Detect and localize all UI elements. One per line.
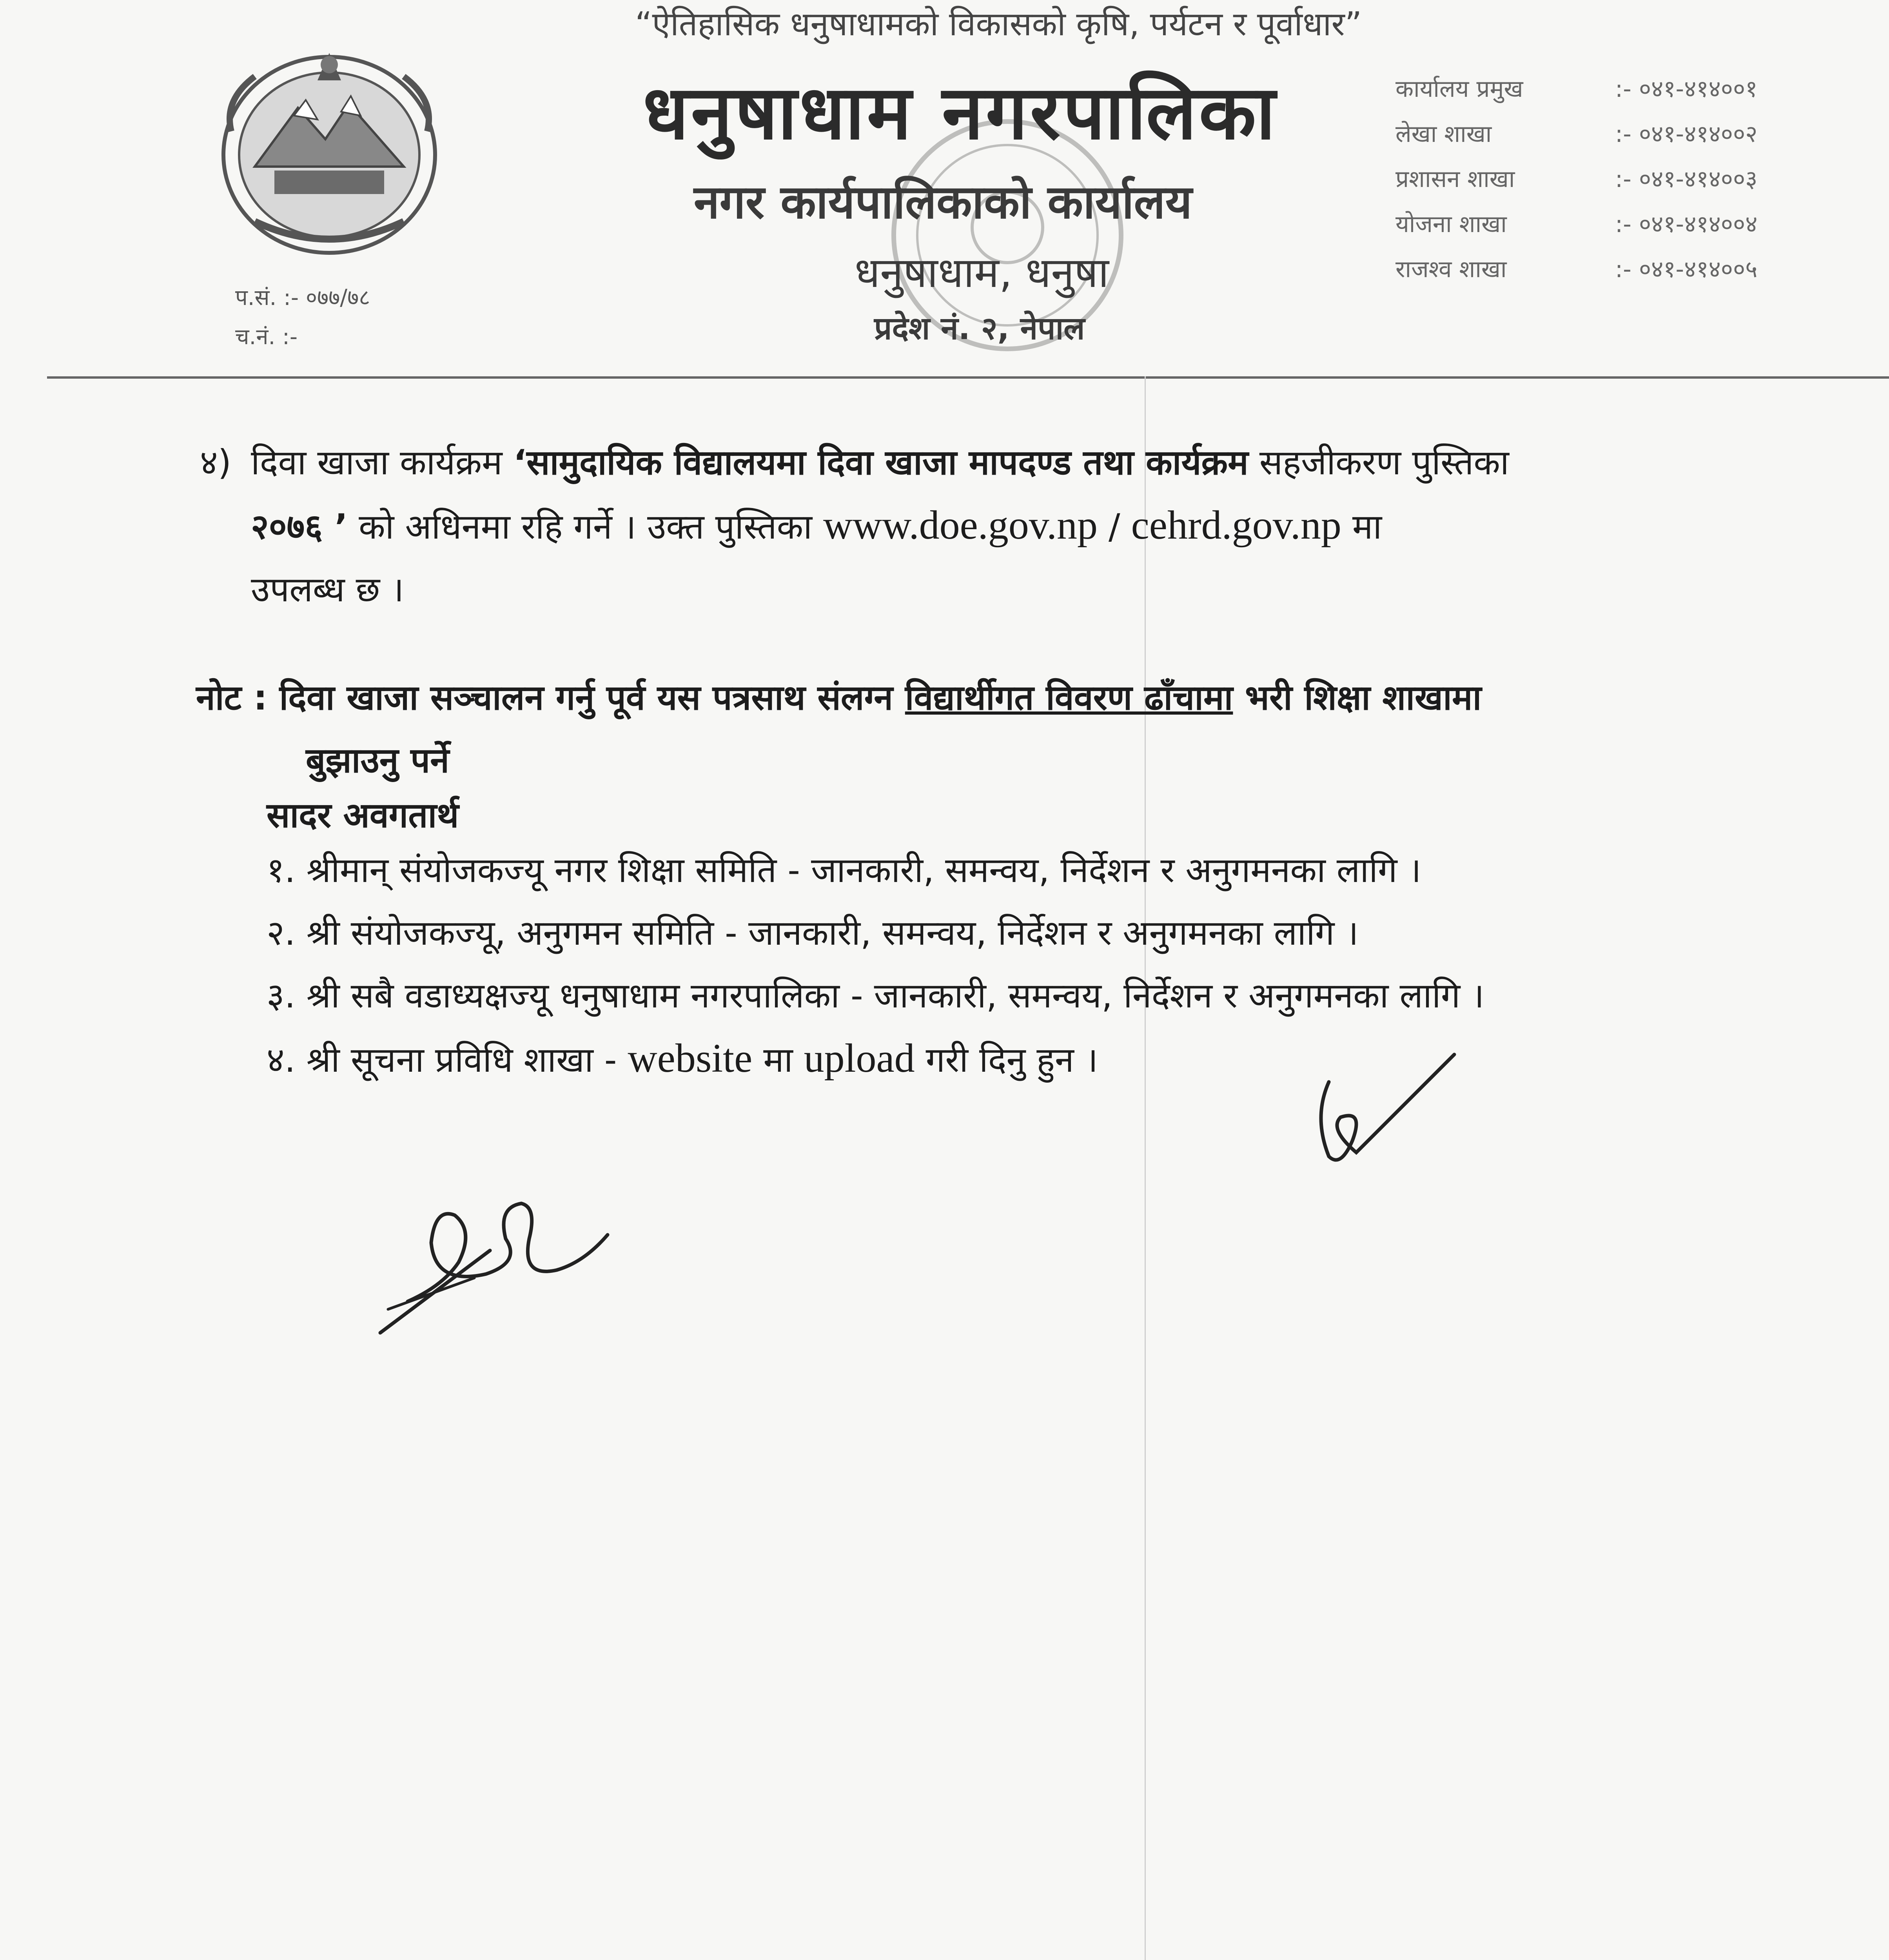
initial-signature-icon [1305, 1039, 1462, 1176]
note-block [196, 666, 1772, 792]
contact-list [1395, 67, 1889, 292]
contact-row [1395, 67, 1889, 112]
nepal-emblem-icon [208, 37, 451, 261]
contact-number: :- ०४१-४१४००५ [1615, 256, 1758, 283]
point-4-year: २०७६ ’ [251, 506, 348, 547]
contact-row [1395, 247, 1889, 292]
office-name: नगर कार्यपालिकाको कार्यालय [694, 175, 1192, 229]
point-4 [200, 431, 1768, 621]
point-4-line-1 [251, 431, 1768, 494]
note-underlined: विद्यार्थीगत विवरण ढाँचामा [905, 677, 1233, 718]
note-prefix: नोट : दिवा खाजा सञ्चालन गर्नु पूर्व यस पत्रसाथ संलग्न [196, 677, 893, 718]
list-item: ३. श्री सबै वडाध्यक्षज्यू धनुषाधाम नगरपालिका - जानकारी, समन्वय, निर्देशन र अनुगमनका लागि । [267, 975, 1484, 1016]
contact-label: योजना शाखा [1395, 211, 1507, 238]
point-4-text-b: सहजीकरण पुस्तिका [1259, 442, 1509, 483]
official-signature-icon [372, 1184, 615, 1348]
contact-label: लेखा शाखा [1395, 120, 1492, 148]
contact-label: कार्यालय प्रमुख [1395, 75, 1523, 103]
note-suffix: भरी शिक्षा शाखामा [1245, 677, 1482, 718]
point-4-number: ४) [200, 442, 232, 483]
point-4-text-a: दिवा खाजा कार्यक्रम [251, 442, 503, 483]
contact-number: :- ०४१-४१४००२ [1615, 120, 1758, 148]
cehrd-website-link[interactable]: cehrd.gov.np [1131, 503, 1341, 548]
contact-row [1395, 112, 1889, 157]
contact-row [1395, 202, 1889, 247]
cc-list [267, 839, 1795, 1091]
point-4-line-3: उपलब्ध छ । [251, 569, 404, 610]
contact-number: :- ०४१-४१४००४ [1615, 211, 1758, 238]
contact-number: :- ०४१-४१४००३ [1615, 165, 1758, 193]
header-divider [47, 376, 1889, 379]
site-separator: / [1109, 506, 1120, 547]
office-place: धनुषाधाम, धनुषा [855, 249, 1109, 297]
point-4-text-d: मा [1352, 506, 1382, 547]
contact-label: राजश्व शाखा [1395, 256, 1507, 283]
list-item [267, 1027, 1795, 1091]
organization-name: धनुषाधाम नगरपालिका [643, 69, 1278, 156]
contact-row [1395, 157, 1889, 202]
cc4-website-word: website [628, 1036, 753, 1081]
cc4-prefix: ४. श्री सूचना प्रविधि शाखा - [267, 1040, 617, 1080]
reference-block [235, 278, 370, 357]
list-item: १. श्रीमान् संयोजकज्यू नगर शिक्षा समिति - जानकारी, समन्वय, निर्देशन र अनुगमनका लागि । [267, 850, 1421, 890]
contact-label: प्रशासन शाखा [1395, 165, 1515, 193]
sadar-heading: सादर अवगतार्थ [267, 795, 459, 835]
contact-number: :- ०४१-४१४००१ [1615, 75, 1758, 103]
cc4-suffix: गरी दिनु हुन । [925, 1040, 1098, 1080]
list-item: २. श्री संयोजकज्यू, अनुगमन समिति - जानकारी, समन्वय, निर्देशन र अनुगमनका लागि । [267, 913, 1359, 953]
doe-website-link[interactable]: www.doe.gov.np [823, 503, 1098, 548]
office-province: प्रदेश नं. २, नेपाल [874, 310, 1085, 347]
point-4-line-2 [251, 494, 1768, 558]
header-motto: “ऐतिहासिक धनुषाधामको विकासको कृषि, पर्यटन र पूर्वाधार” [635, 5, 1362, 43]
cc4-upload-word: upload [804, 1036, 915, 1081]
patra-sankhya: प.सं. :- ०७७/७८ [235, 285, 370, 310]
point-4-text-c: को अधिनमा रहि गर्ने । उक्त पुस्तिका [359, 506, 813, 547]
chalani-number: च.नं. :- [235, 324, 298, 350]
point-4-bold: ‘सामुदायिक विद्यालयमा दिवा खाजा मापदण्ड तथा कार्यक्रम [513, 442, 1248, 483]
cc4-ma: मा [763, 1040, 793, 1080]
note-line-1 [196, 666, 1772, 729]
note-line-2: बुझाउनु पर्ने [306, 740, 450, 780]
